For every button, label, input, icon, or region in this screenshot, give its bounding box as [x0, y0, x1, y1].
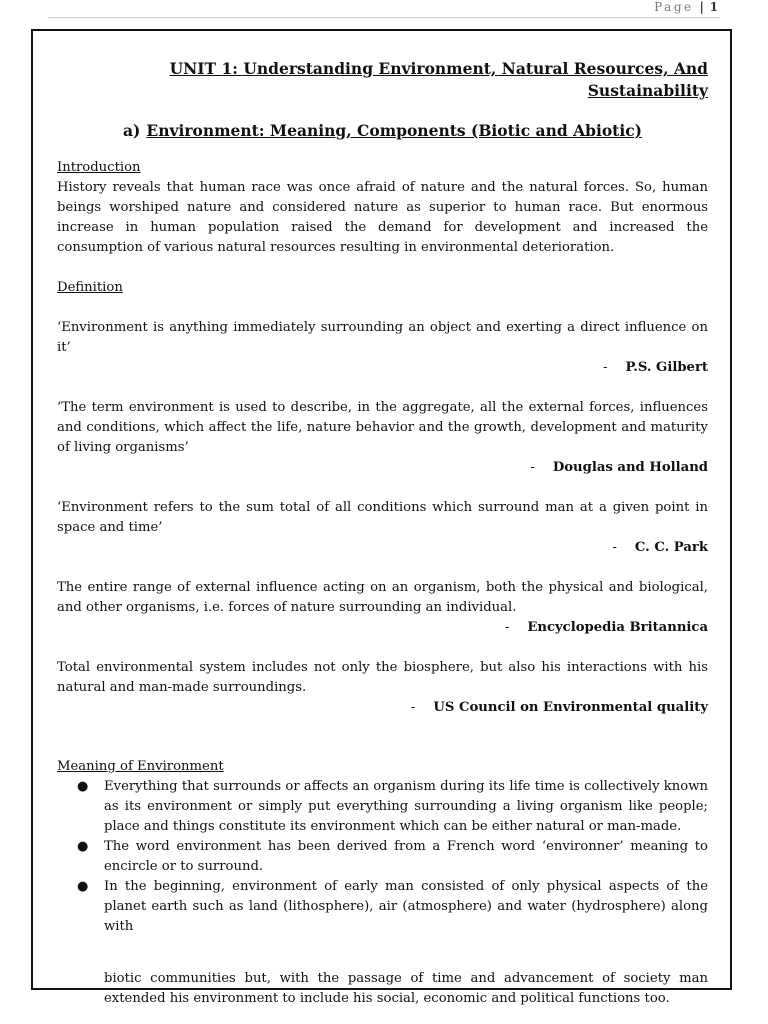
list-item: ● The word environment has been derived from a French word ‘environner’ meaning to encircle or to surround. [77, 839, 708, 874]
list-item: ● In the beginning, environment of early man consisted of only physical aspects of the planet earth such as land (lithosphere), air (atmosphere) and water (hydrosphere) along with [77, 879, 708, 934]
meaning-list [57, 777, 708, 937]
definition-author: - Douglas and Holland [530, 460, 708, 475]
page-number: 1 [709, 0, 718, 14]
definition-author: - C. C. Park [612, 540, 708, 555]
page-separator: | [699, 0, 704, 14]
introduction-heading: Introduction [57, 160, 141, 175]
definition-quote: ‘The term environment is used to describe, in the aggregate, all the external forces, influences and conditions, which affect the life, nature behavior and the growth, development and maturity of living organisms’ [57, 400, 708, 455]
section-marker: a) [122, 121, 141, 140]
page-header [0, 0, 768, 18]
section-title-text: Environment: Meaning, Components (Biotic and Abiotic) [146, 121, 642, 140]
header-rule [48, 17, 720, 18]
definition-author: - US Council on Environmental quality [410, 700, 708, 715]
introduction-text: History reveals that human race was once afraid of nature and the natural forces. So, human beings worshiped nature and considered nature as superior to human race. But enormous increase in human population raised the demand for development and increased the consumption of various natural resources resulting in environmental deterioration. [57, 180, 708, 255]
list-item: ● Everything that surrounds or affects an organism during its life time is collectively known as its environment or simply put everything surrounding a living organism like people; place and things constitute its environment which can be either natural or man-made. [77, 779, 708, 834]
definition-quote: Total environmental system includes not only the biosphere, but also his interactions with his natural and man-made surroundings. [57, 660, 708, 695]
bullet-icon: ● [77, 839, 89, 854]
definition-heading: Definition [57, 280, 123, 295]
bullet-icon: ● [77, 879, 89, 894]
document-body [57, 58, 708, 1009]
unit-title: UNIT 1: Understanding Environment, Natural Resources, And Sustainability [169, 59, 708, 100]
definition-quote: The entire range of external influence acting on an organism, both the physical and biological, and other organisms, i.e. forces of nature surrounding an individual. [57, 580, 708, 615]
page-number-label [654, 0, 718, 15]
definition-author: - Encyclopedia Britannica [504, 620, 708, 635]
section-title [57, 120, 708, 142]
definition-author: - P.S. Gilbert [603, 360, 708, 375]
meaning-heading: Meaning of Environment [57, 759, 224, 774]
list-item-continuation: biotic communities but, with the passage of time and advancement of society man extended his environment to include his social, economic and political functions too. [104, 971, 708, 1006]
page-word: Page [654, 0, 694, 14]
definition-quote: ‘Environment is anything immediately surrounding an object and exerting a direct influence on it’ [57, 320, 708, 355]
bullet-icon: ● [77, 779, 89, 794]
definition-quote: ‘Environment refers to the sum total of all conditions which surround man at a given point in space and time’ [57, 500, 708, 535]
